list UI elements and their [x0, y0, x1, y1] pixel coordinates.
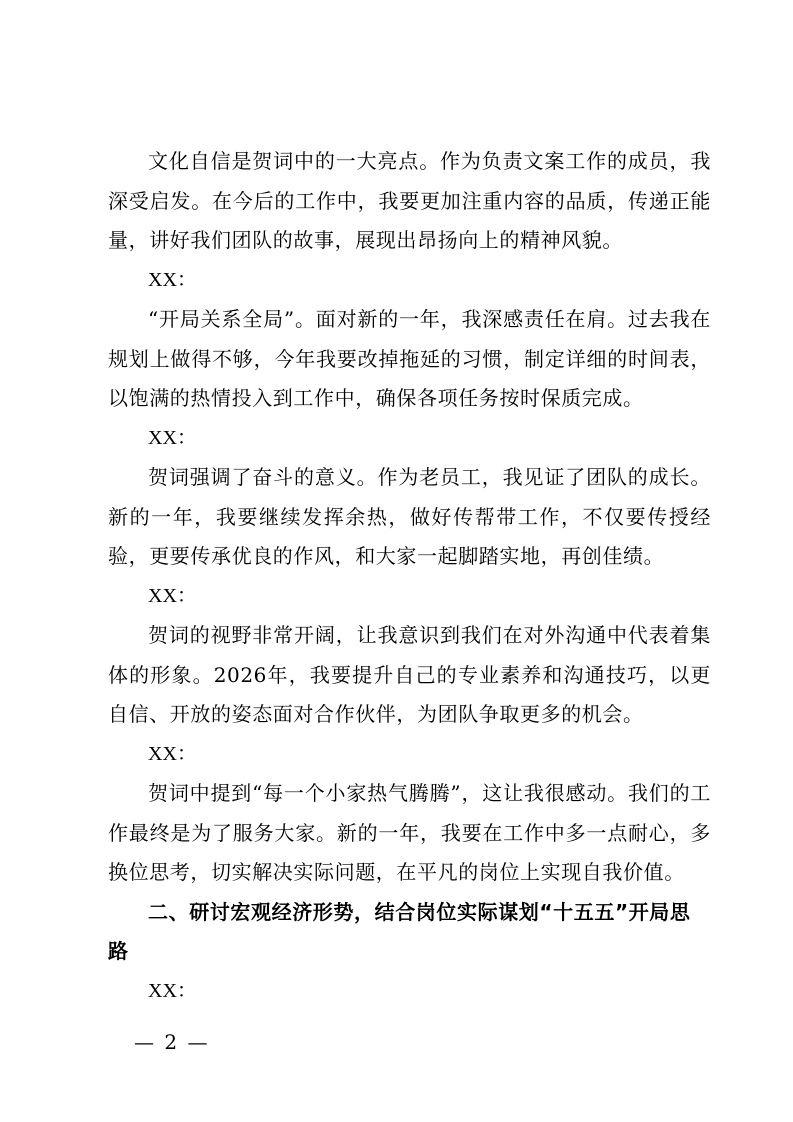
section-heading: 二、研讨宏观经济形势，结合岗位实际谋划“十五五”开局思路: [108, 899, 691, 963]
document-body: [108, 142, 711, 1011]
paragraph-broad-vision: 贺词的视野非常开阔，让我意识到我们在对外沟通中代表着集体的形象。2026年，我要提升自己的专业素养和沟通技巧，以更自信、开放的姿态面对合作伙伴，为团队争取更多的机会。: [108, 623, 711, 726]
paragraph-cultural-confidence: 文化自信是贺词中的一大亮点。作为负责文案工作的成员，我深受启发。在今后的工作中，我要更加注重内容的品质，传递正能量，讲好我们团队的故事，展现出昂扬向上的精神风貌。: [108, 149, 711, 252]
page-number: — 2 —: [134, 1030, 210, 1054]
speaker-label: XX：: [148, 426, 197, 449]
paragraph-small-home: 贺词中提到“每一个小家热气腾腾”，这让我很感动。我们的工作最终是为了服务大家。新的一年，我要在工作中多一点耐心，多换位思考，切实解决实际问题，在平凡的岗位上实现自我价值。: [108, 781, 711, 884]
paragraph-struggle-meaning: 贺词强调了奋斗的意义。作为老员工，我见证了团队的成长。新的一年，我要继续发挥余热，做好传帮带工作，不仅要传授经验，更要传承优良的作风，和大家一起脚踏实地，再创佳绩。: [108, 465, 711, 568]
speaker-label: XX：: [148, 268, 197, 291]
speaker-label: XX：: [148, 584, 197, 607]
paragraph-opening-overall: “开局关系全局”。面对新的一年，我深感责任在肩。过去我在规划上做得不够，今年我要改掉拖延的习惯，制定详细的时间表，以饱满的热情投入到工作中，确保各项任务按时保质完成。: [108, 307, 711, 410]
speaker-label: XX：: [148, 979, 197, 1002]
speaker-label: XX：: [148, 742, 197, 765]
